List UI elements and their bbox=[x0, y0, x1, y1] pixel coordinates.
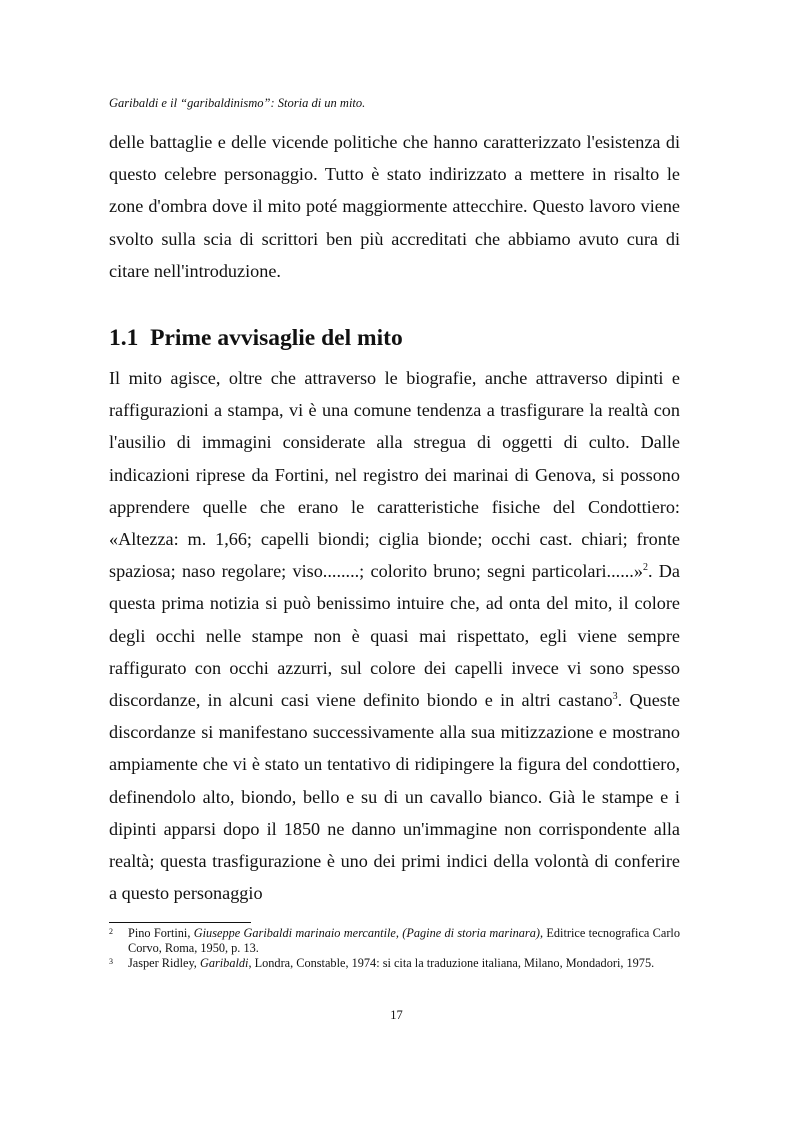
footnote-3 bbox=[109, 956, 680, 971]
footnote-number: 2 bbox=[109, 927, 113, 936]
footnote-2 bbox=[109, 926, 680, 956]
footnote-details: Editrice tecnografica Carlo Corvo, Roma, 1950, p. 13. bbox=[128, 926, 680, 955]
footnotes bbox=[109, 926, 680, 971]
intro-paragraph: delle battaglie e delle vicende politiche che hanno caratterizzato l'esistenza di questo celebre personaggio. Tutto è stato indirizzato a mettere in risalto le zone d'ombra dove il mito poté maggiormente attecchire. Questo lavoro viene svolto sulla scia di scrittori ben più accreditati che abbiamo avuto cura di citare nell'introduzione. bbox=[109, 132, 680, 281]
section-number: 1.1 bbox=[109, 325, 139, 351]
footnote-ref-2[interactable]: 2 bbox=[642, 562, 648, 574]
footnote-number: 3 bbox=[109, 957, 113, 966]
footnote-details: , Londra, Constable, 1974: si cita la traduzione italiana, Milano, Mondadori, 1975. bbox=[248, 956, 655, 970]
footnote-title: Giuseppe Garibaldi marinaio mercantile, (Pagine di storia marinara), bbox=[193, 926, 544, 940]
footnote-title: Garibaldi bbox=[199, 956, 249, 970]
footnote-author: Jasper Ridley, bbox=[128, 956, 200, 970]
paragraph-text-part3: . Queste discordanze si manifestano successivamente alla sua mitizzazione e mostrano ampiamente che vi è stato un tentativo di ridipingere la figura del condottiero, definendolo alto, biondo, bello e su di un cavallo bianco. Già le stampe e i dipinti apparsi dopo il 1850 ne danno un'immagine non corrispondente alla realtà; questa trasfigurazione è uno dei primi indici della volontà di conferire a questo personaggio bbox=[109, 690, 680, 904]
paragraph-text-part1: Il mito agisce, oltre che attraverso le biografie, anche attraverso dipinti e raffigurazioni a stampa, vi è una comune tendenza a trasfigurare la realtà con l'ausilio di immagini considerate alla stregua di oggetti di culto. Dalle indicazioni riprese da Fortini, nel registro dei marinai di Genova, si possono apprendere quelle che erano le caratteristiche fisiche del Condottiero: «Altezza: m. 1,66; capelli biondi; ciglia bionde; occhi cast. chiari; fronte spaziosa; naso regolare; viso........; colorito bruno; segni particolari......» bbox=[109, 368, 680, 582]
footnote-author: Pino Fortini, bbox=[128, 926, 194, 940]
footnote-ref-3[interactable]: 3 bbox=[612, 690, 618, 702]
footnote-separator bbox=[109, 922, 251, 923]
section-title: Prime avvisaglie del mito bbox=[150, 325, 403, 351]
section-heading bbox=[109, 322, 403, 354]
running-header: Garibaldi e il “garibaldinismo”: Storia di un mito. bbox=[109, 96, 366, 110]
main-paragraph bbox=[109, 362, 680, 909]
paragraph-text-part2: . Da questa prima notizia si può benissimo intuire che, ad onta del mito, il colore degli occhi nelle stampe non è quasi mai rispettato, egli viene sempre raffigurato con occhi azzurri, sul colore dei capelli invece vi sono spesso discordanze, in alcuni casi viene definito biondo e in altri castano bbox=[109, 561, 680, 711]
page-number: 17 bbox=[390, 1008, 403, 1022]
